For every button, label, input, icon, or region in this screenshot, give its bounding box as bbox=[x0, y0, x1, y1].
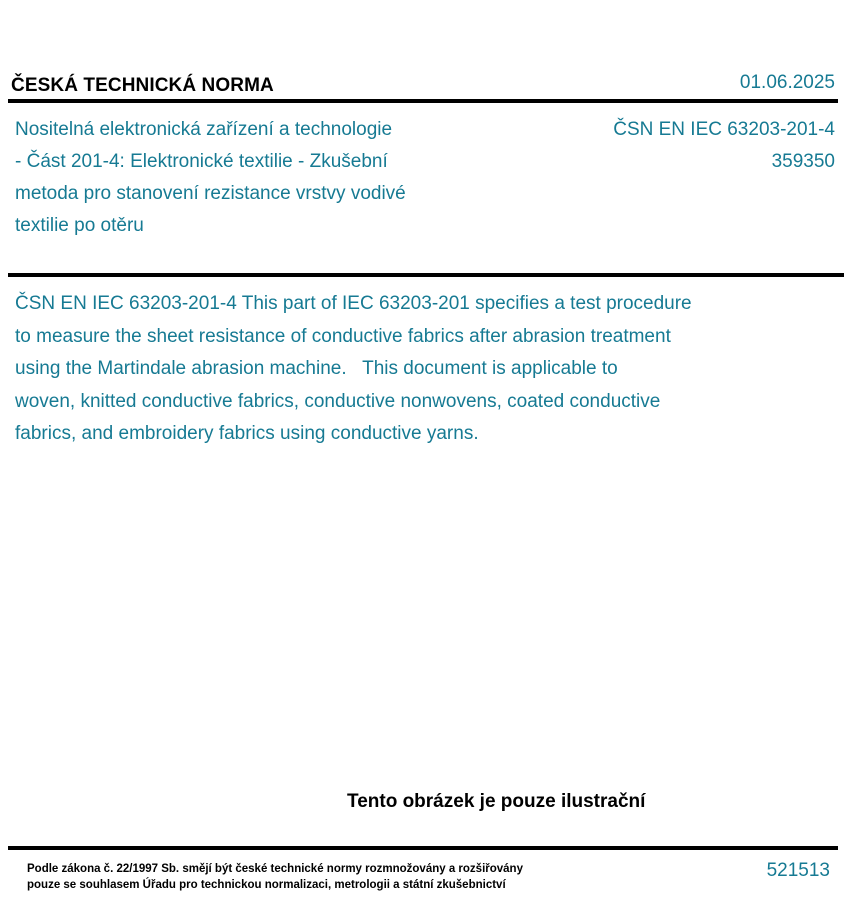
abstract-line: woven, knitted conductive fabrics, conductive nonwovens, coated conductive bbox=[15, 390, 661, 412]
standard-title-line: Nositelná elektronická zařízení a technologie bbox=[15, 119, 393, 140]
publication-date: 01.06.2025 bbox=[739, 72, 835, 93]
legal-notice bbox=[27, 862, 523, 893]
abstract-line: fabrics, and embroidery fabrics using conductive yarns. bbox=[15, 423, 479, 444]
illustration-note: Tento obrázek je pouze ilustrační bbox=[347, 791, 646, 812]
footer-divider bbox=[8, 846, 838, 850]
page-title: ČESKÁ TECHNICKÁ NORMA bbox=[11, 75, 274, 96]
standard-title-line: metoda pro stanovení rezistance vrstvy vodivé bbox=[15, 183, 406, 204]
standard-identifiers bbox=[613, 114, 835, 178]
legal-line: Podle zákona č. 22/1997 Sb. smějí být české technické normy rozmnožovány a rozšiřovány bbox=[27, 863, 523, 875]
header-divider bbox=[8, 99, 838, 103]
abstract-line: using the Martindale abrasion machine. This document is applicable to bbox=[15, 358, 618, 379]
standard-title-line: - Část 201-4: Elektronické textilie - Zkušební bbox=[15, 151, 388, 172]
abstract-line: to measure the sheet resistance of conductive fabrics after abrasion treatment bbox=[15, 325, 671, 347]
section-divider bbox=[8, 273, 844, 277]
catalog-number: 521513 bbox=[766, 860, 830, 881]
legal-line: pouze se souhlasem Úřadu pro technickou normalizaci, metrologii a státní zkušebnictví bbox=[27, 878, 506, 891]
class-number: 359350 bbox=[771, 151, 835, 172]
standard-code: ČSN EN IEC 63203-201-4 bbox=[613, 119, 835, 140]
abstract-text bbox=[15, 288, 815, 451]
standard-title-line: textilie po otěru bbox=[15, 215, 144, 236]
abstract-line: ČSN EN IEC 63203-201-4 This part of IEC 63203-201 specifies a test procedure bbox=[15, 293, 692, 314]
standard-title bbox=[15, 114, 475, 242]
